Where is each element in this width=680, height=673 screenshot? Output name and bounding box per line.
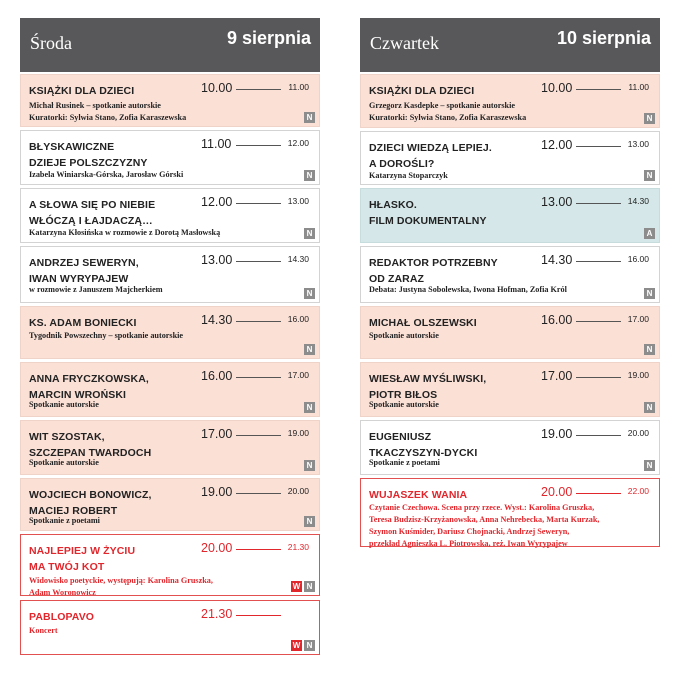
- event-start-time: 19.00: [541, 427, 573, 441]
- time-divider-line: [576, 146, 621, 147]
- event-end-time: 16.00: [627, 254, 649, 264]
- day-date: 10 sierpnia: [556, 28, 651, 48]
- time-divider-line: [576, 261, 621, 262]
- event-start-time: 16.00: [201, 369, 233, 383]
- time-divider-line: [576, 435, 621, 436]
- event-card-andrzej-seweryn: [20, 246, 320, 303]
- event-title: WUJASZEK WANIA: [369, 489, 468, 501]
- event-description: w rozmowie z Januszem Majcherkiem: [29, 285, 163, 294]
- event-end-time: 14.30: [627, 196, 649, 206]
- event-title: WIESŁAW MYŚLIWSKI, PIOTR BIŁOS: [369, 373, 487, 401]
- event-end-time: 20.00: [287, 486, 309, 496]
- event-badges: [644, 170, 655, 181]
- event-badges: [644, 228, 655, 239]
- day-header: [360, 18, 660, 72]
- event-card-najlepiej-w-zyciu: [20, 534, 320, 596]
- event-card-a-slowa-sie-po-niebie: [20, 188, 320, 243]
- event-description: Grzegorz Kasdepke – spotkanie autorskie Kuratorki: Sylwia Stano, Zofia Karaszewska: [369, 101, 527, 122]
- badge-n: N: [644, 170, 655, 181]
- time-divider-line: [236, 261, 281, 262]
- event-end-time: 13.00: [627, 139, 649, 149]
- event-card-ksiazki-dla-dzieci: [20, 74, 320, 127]
- event-title: WOJCIECH BONOWICZ, MACIEJ ROBERT: [29, 489, 152, 517]
- event-title: ANNA FRYCZKOWSKA, MARCIN WROŃSKI: [29, 373, 149, 401]
- event-description: Spotkanie z poetami: [29, 516, 100, 525]
- event-start-time: 13.00: [201, 253, 233, 267]
- event-title: PABLOPAVO: [29, 611, 95, 623]
- event-title: KS. ADAM BONIECKI: [29, 317, 137, 329]
- event-description: Michał Rusinek – spotkanie autorskie Kuratorki: Sylwia Stano, Zofia Karaszewska: [29, 101, 187, 122]
- event-badges: [644, 344, 655, 355]
- event-title: MICHAŁ OLSZEWSKI: [369, 317, 477, 329]
- badge-n: N: [304, 640, 315, 651]
- event-description: Katarzyna Kłosińska w rozmowie z Dorotą Masłowską: [29, 228, 221, 237]
- event-badges: [291, 581, 315, 592]
- badge-n: N: [304, 112, 315, 123]
- event-start-time: 14.30: [541, 253, 573, 267]
- event-end-time: 21.30: [287, 542, 309, 552]
- event-card-ksiazki-dla-dzieci: [360, 74, 660, 128]
- event-start-time: 19.00: [201, 485, 233, 499]
- event-start-time: 16.00: [541, 313, 573, 327]
- event-end-time: 19.00: [627, 370, 649, 380]
- badge-n: N: [304, 581, 315, 592]
- event-start-time: 11.00: [201, 137, 232, 151]
- day-name: Środa: [30, 33, 72, 53]
- badge-n: N: [304, 460, 315, 471]
- event-badges: [644, 402, 655, 413]
- day-name: Czwartek: [370, 33, 439, 53]
- badge-n: N: [644, 113, 655, 124]
- time-divider-line: [576, 203, 621, 204]
- event-start-time: 20.00: [541, 485, 573, 499]
- badge-n: N: [304, 288, 315, 299]
- event-description: Debata: Justyna Sobolewska, Iwona Hofman, Zofia Król: [369, 285, 567, 294]
- event-title: KSIĄŻKI DLA DZIECI: [29, 85, 135, 97]
- day-header: [20, 18, 320, 72]
- event-title: BŁYSKAWICZNE DZIEJE POLSZCZYZNY: [29, 141, 148, 169]
- event-description: Tygodnik Powszechny – spotkanie autorskie: [29, 331, 184, 340]
- day-column-wednesday: [20, 18, 320, 650]
- event-description: Koncert: [29, 626, 58, 635]
- event-badges: [304, 112, 315, 123]
- event-start-time: 20.00: [201, 541, 233, 555]
- badge-n: N: [304, 516, 315, 527]
- event-end-time: 20.00: [627, 428, 649, 438]
- time-divider-line: [236, 615, 281, 616]
- day-date: 9 sierpnia: [226, 28, 311, 48]
- event-title: WIT SZOSTAK, SZCZEPAN TWARDOCH: [29, 431, 152, 459]
- event-title: DZIECI WIEDZĄ LEPIEJ. A DOROŚLI?: [369, 142, 492, 170]
- event-badges: [304, 228, 315, 239]
- event-title: KSIĄŻKI DLA DZIECI: [369, 85, 475, 97]
- event-badges: [304, 402, 315, 413]
- event-end-time: 11.00: [288, 82, 309, 92]
- event-start-time: 17.00: [201, 427, 233, 441]
- event-end-time: 22.00: [627, 486, 649, 496]
- event-end-time: 17.00: [627, 314, 649, 324]
- event-card-redaktor-potrzebny: [360, 246, 660, 303]
- badge-n: N: [644, 460, 655, 471]
- badge-w: W: [292, 641, 301, 650]
- event-description: Spotkanie autorskie: [369, 400, 439, 409]
- time-divider-line: [236, 435, 281, 436]
- event-badges: [291, 640, 315, 651]
- event-card-wit-szostak: [20, 420, 320, 475]
- event-card-pablopavo: [20, 600, 320, 655]
- event-description: Spotkanie autorskie: [29, 458, 99, 467]
- event-start-time: 17.00: [541, 369, 573, 383]
- event-badges: [644, 460, 655, 471]
- event-title: HŁASKO. FILM DOKUMENTALNY: [369, 199, 487, 227]
- event-badges: [644, 113, 655, 124]
- event-description: Widowisko poetyckie, występują: Karolina Gruszka, Adam Woronowicz: [29, 576, 213, 597]
- event-badges: [304, 460, 315, 471]
- event-end-time: 16.00: [287, 314, 309, 324]
- time-divider-line: [236, 321, 281, 322]
- event-description: Izabela Winiarska-Górska, Jarosław Górski: [29, 170, 184, 179]
- badge-n: N: [304, 344, 315, 355]
- badge-w: W: [292, 582, 301, 591]
- event-title: ANDRZEJ SEWERYN, IWAN WYRYPAJEW: [29, 257, 139, 285]
- event-card-blyskawiczne: [20, 130, 320, 185]
- event-card-wojciech-bonowicz: [20, 478, 320, 531]
- event-card-wieslaw-mysliwski: [360, 362, 660, 417]
- event-card-hlasko: [360, 188, 660, 243]
- event-card-michal-olszewski: [360, 306, 660, 359]
- time-divider-line: [236, 203, 281, 204]
- time-divider-line: [236, 549, 281, 550]
- event-description: Spotkanie z poetami: [369, 458, 440, 467]
- event-start-time: 21.30: [201, 607, 233, 621]
- event-end-time: 13.00: [287, 196, 309, 206]
- time-divider-line: [236, 493, 281, 494]
- event-description: Czytanie Czechowa. Scena przy rzece. Wyst.: Karolina Gruszka, Teresa Budzisz-Krzyżanowska, Anna Nehrebecka, Marta Kurzak, Szymon Kuśmider, Dariusz Chojnacki, Andrzej Seweryn, przekład Agnieszka L. Piotrowska, reż. Iwan Wyrypajew: [369, 503, 600, 548]
- event-card-dzieci-wiedza-lepiej: [360, 131, 660, 185]
- time-divider-line: [236, 89, 281, 90]
- event-badges: [304, 288, 315, 299]
- badge-n: N: [304, 402, 315, 413]
- event-title: EUGENIUSZ TKACZYSZYN-DYCKI: [369, 431, 478, 459]
- event-card-eugeniusz: [360, 420, 660, 475]
- badge-n: N: [644, 344, 655, 355]
- badge-n: N: [644, 402, 655, 413]
- event-end-time: 19.00: [287, 428, 309, 438]
- time-divider-line: [576, 493, 621, 494]
- event-start-time: 14.30: [201, 313, 233, 327]
- event-description: Spotkanie autorskie: [369, 331, 439, 340]
- badge-n: N: [304, 170, 315, 181]
- event-start-time: 12.00: [201, 195, 233, 209]
- time-divider-line: [236, 145, 281, 146]
- event-end-time: 17.00: [287, 370, 309, 380]
- event-start-time: 12.00: [541, 138, 573, 152]
- event-badges: [304, 170, 315, 181]
- event-title: A SŁOWA SIĘ PO NIEBIE WŁÓCZĄ I ŁAJDACZĄ…: [29, 199, 156, 227]
- time-divider-line: [236, 377, 281, 378]
- event-title: NAJLEPIEJ W ŻYCIU MA TWÓJ KOT: [29, 545, 136, 573]
- event-end-time: 12.00: [287, 138, 309, 148]
- event-title: REDAKTOR POTRZEBNY OD ZARAZ: [369, 257, 498, 285]
- event-start-time: 13.00: [541, 195, 573, 209]
- event-card-anna-fryczkowska: [20, 362, 320, 417]
- badge-n: N: [644, 288, 655, 299]
- event-start-time: 10.00: [541, 81, 573, 95]
- event-description: Katarzyna Stoparczyk: [369, 171, 448, 180]
- event-end-time: 14.30: [287, 254, 309, 264]
- event-start-time: 10.00: [201, 81, 233, 95]
- time-divider-line: [576, 321, 621, 322]
- event-card-ks-adam-boniecki: [20, 306, 320, 359]
- event-badges: [304, 344, 315, 355]
- event-card-wujaszek-wania: [360, 478, 660, 547]
- event-badges: [304, 516, 315, 527]
- day-column-thursday: [360, 18, 660, 548]
- badge-n: N: [304, 228, 315, 239]
- event-end-time: 11.00: [628, 82, 649, 92]
- event-badges: [644, 288, 655, 299]
- event-description: Spotkanie autorskie: [29, 400, 99, 409]
- time-divider-line: [576, 377, 621, 378]
- time-divider-line: [576, 89, 621, 90]
- badge-a: A: [644, 228, 655, 239]
